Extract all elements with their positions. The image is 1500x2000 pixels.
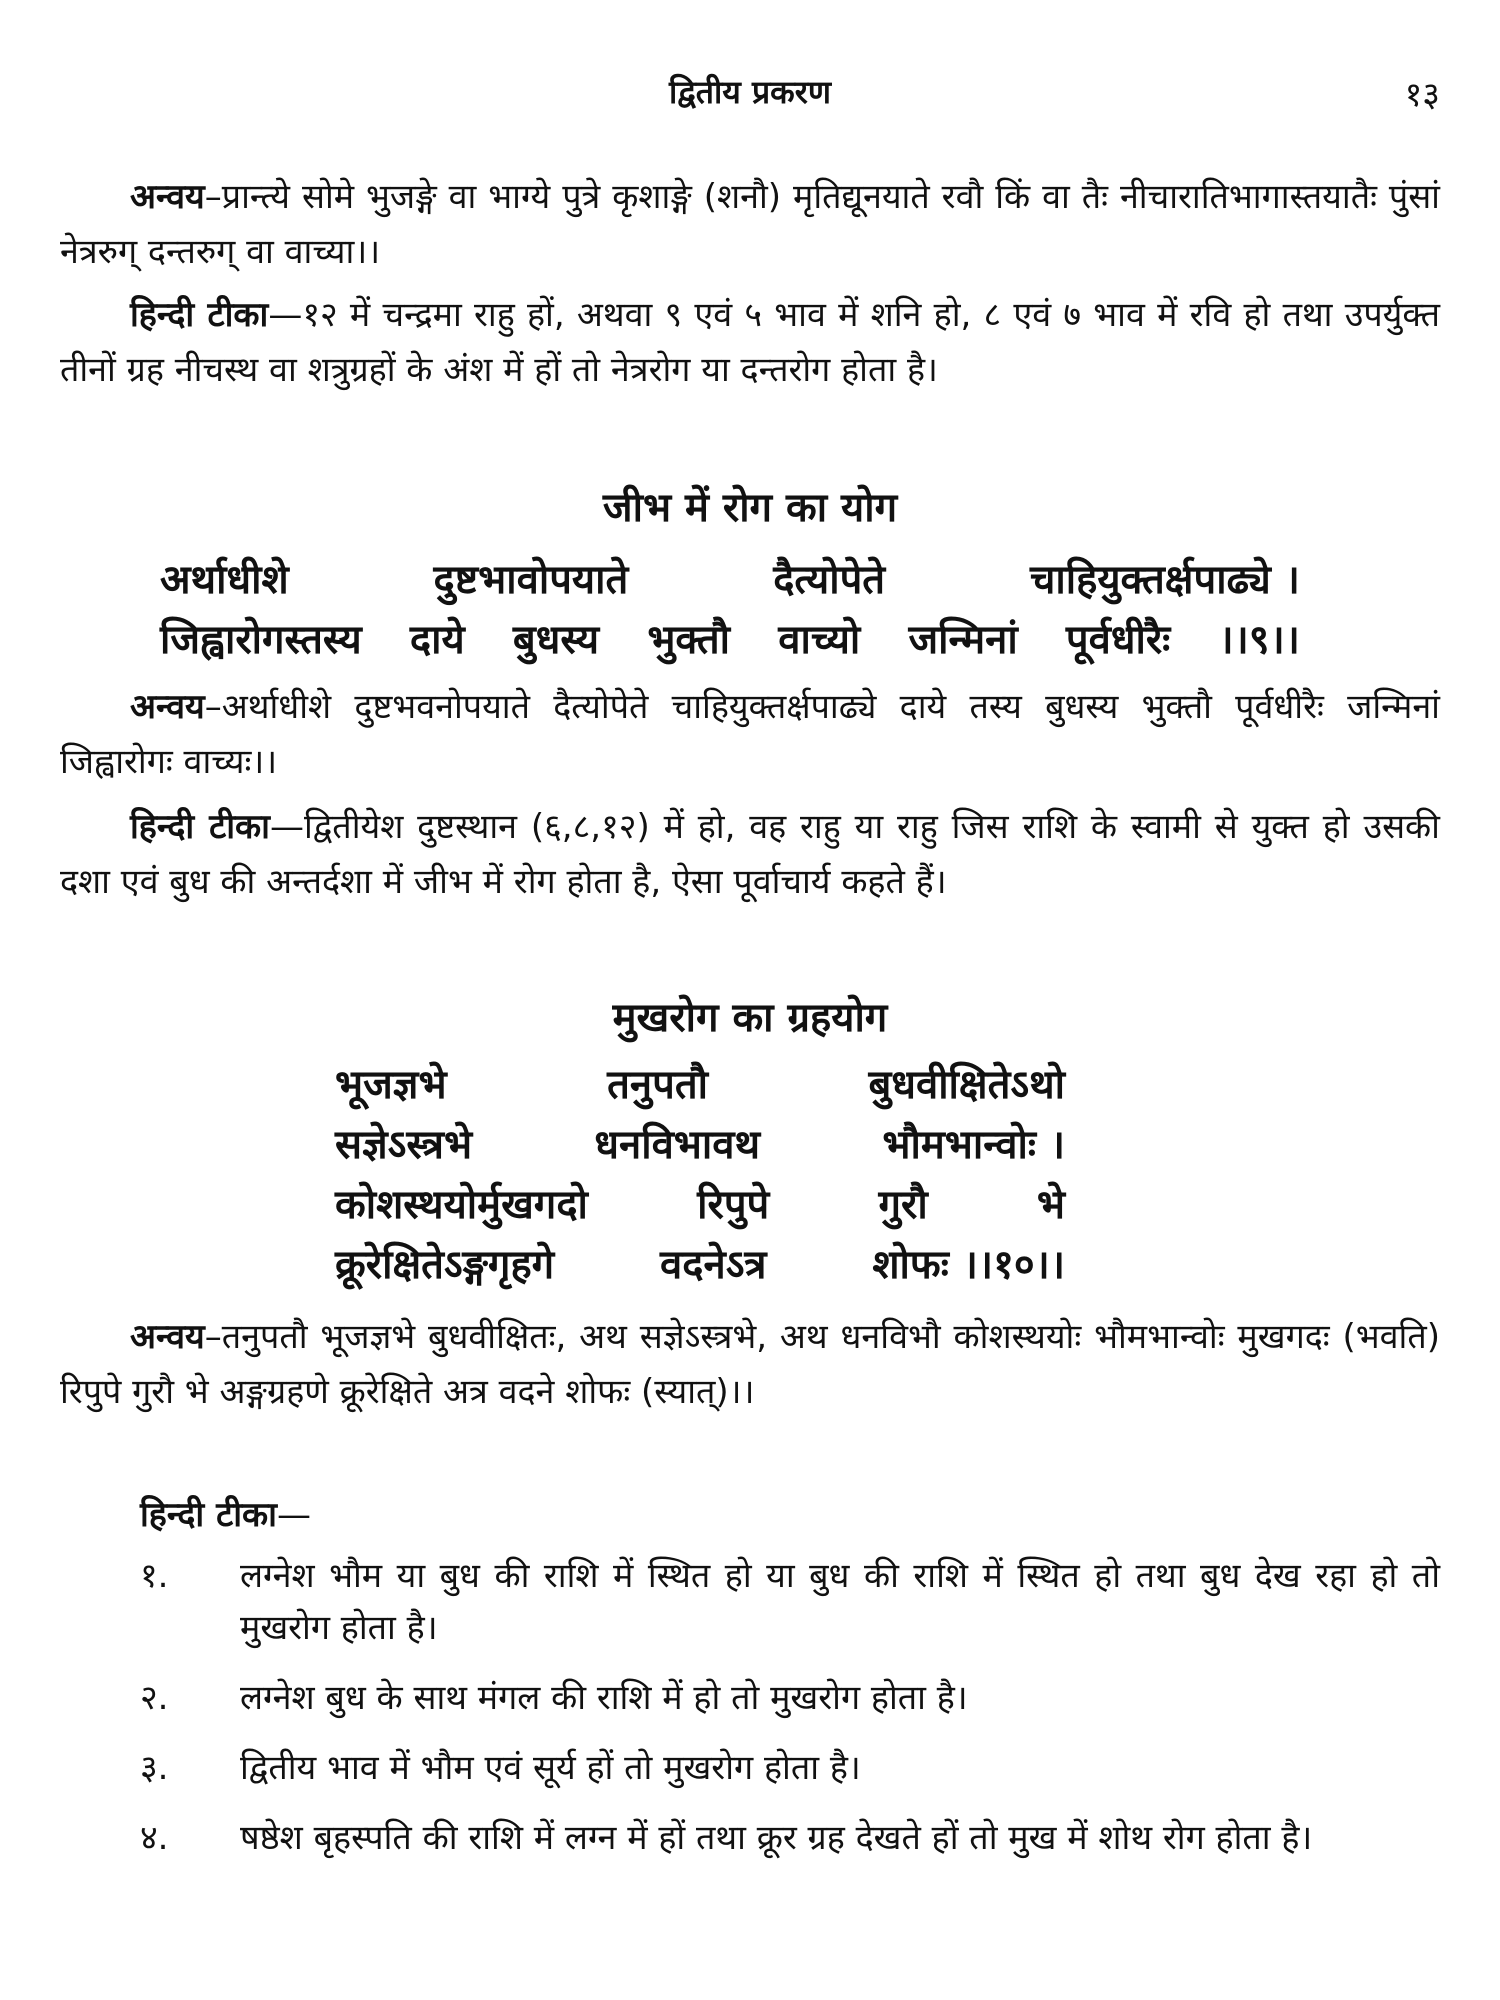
list-item [140,1672,1440,1724]
list-item-text: लग्नेश बुध के साथ मंगल की राशि में हो तो मुखरोग होता है। [240,1678,968,1718]
list-item-number: ४. [140,1818,169,1858]
list-item-number: ३. [140,1748,169,1788]
list-item [140,1550,1440,1654]
list-item-text: षष्ठेश बृहस्पति की राशि में लग्न में हों तथा क्रूर ग्रह देखते हों तो मुख में शोथ रोग होता है। [240,1818,1313,1858]
verse-word: चाहियुक्तर्क्षपाढ्ये । [1030,557,1300,603]
verse-10 [335,1055,1065,1295]
verse-word: गुरौ [878,1182,928,1228]
anvaya-label: अन्वय [130,1317,205,1357]
verse-word: भुक्तौ [647,617,731,663]
hindi-tika-heading-3 [140,1488,1440,1543]
verse-word: जिह्वारोगस्तस्य [160,617,362,663]
tika-label: हिन्दी टीका [130,295,269,335]
section-heading-mouth: मुखरोग का ग्रहयोग [612,995,888,1041]
anvaya-text: –प्रान्त्ये सोमे भुजङ्गे वा भाग्ये पुत्रे कृशाङ्गे (शनौ) मृतिद्यूनयाते रवौ किं वा तैः नीचारातिभागास्तयातैः पुंसां नेत्ररुग् दन्तरुग् वा वाच्या।। [60,177,1440,272]
verse-word: बुधवीक्षितेऽथो [868,1062,1065,1108]
list-item-text: द्वितीय भाव में भौम एवं सूर्य हों तो मुखरोग होता है। [240,1748,861,1788]
verse-word: दैत्योपेते [773,557,886,603]
verse-word: भूजज्ञभे [335,1062,447,1108]
tika-label: हिन्दी टीका [130,807,270,847]
verse-word: शोफः ।।१०।। [872,1242,1065,1288]
verse-word: वदनेऽत्र [660,1242,767,1288]
running-header [0,70,1500,120]
list-item-number: २. [140,1678,169,1718]
section-heading-tongue: जीभ में रोग का योग [602,485,898,531]
verse-word: पूर्वधीरैः [1065,617,1171,663]
tika-label: हिन्दी टीका [140,1495,277,1535]
list-item [140,1742,1440,1794]
verse-line [335,1055,1065,1115]
verse-word: सज्ञेऽस्त्रभे [335,1122,473,1168]
page-number: १३ [1404,75,1440,115]
tika-dash: — [276,1495,311,1535]
mouth-disease-list [140,1550,1440,1882]
tika-text: —१२ में चन्द्रमा राहु हों, अथवा ९ एवं ५ भाव में शनि हो, ८ एवं ७ भाव में रवि हो तथा उपर्युक्त तीनों ग्रह नीचस्थ वा शत्रुग्रहों के अंश में हों तो नेत्ररोग या दन्तरोग होता है। [60,295,1440,390]
verse-word: वाच्यो [778,617,861,663]
verse-word: रिपुपे [697,1182,770,1228]
verse-word: क्रूरेक्षितेऽङ्गगृहगे [335,1242,555,1288]
verse-9 [160,550,1300,670]
verse-word: जन्मिनां [908,617,1018,663]
verse-line [335,1115,1065,1175]
verse-number: ।।९।। [1218,617,1300,663]
anvaya-paragraph-3 [60,1310,1440,1420]
chapter-title: द्वितीय प्रकरण [669,73,831,111]
verse-word: दुष्टभावोपयाते [433,557,629,603]
hindi-tika-paragraph-1 [60,288,1440,398]
hindi-tika-paragraph-2 [60,800,1440,910]
verse-line [160,610,1300,670]
verse-word: अर्थाधीशे [160,557,289,603]
verse-word: दाये [409,617,465,663]
verse-line [335,1235,1065,1295]
verse-word: भौमभान्वोः । [882,1122,1065,1168]
anvaya-label: अन्वय [130,177,205,217]
anvaya-text: –अर्थाधीशे दुष्टभवनोपयाते दैत्योपेते चाहियुक्तर्क्षपाढ्ये दाये तस्य बुधस्य भुक्तौ पूर्वधीरैः जन्मिनां जिह्वारोगः वाच्यः।। [60,687,1440,782]
verse-word: धनविभावथ [594,1122,761,1168]
verse-word: तनुपतौ [607,1062,708,1108]
list-item-number: १. [140,1556,169,1596]
anvaya-paragraph-2 [60,680,1440,790]
verse-line [335,1175,1065,1235]
list-item-text: लग्नेश भौम या बुध की राशि में स्थित हो या बुध की राशि में स्थित हो तथा बुध देख रहा हो तो मुखरोग होता है। [240,1556,1440,1648]
verse-word: कोशस्थयोर्मुखगदो [335,1182,588,1228]
tika-text: —द्वितीयेश दुष्टस्थान (६,८,१२) में हो, वह राहु या राहु जिस राशि के स्वामी से युक्त हो उसकी दशा एवं बुध की अन्तर्दशा में जीभ में रोग होता है, ऐसा पूर्वाचार्य कहते हैं। [60,807,1440,902]
anvaya-text: –तनुपतौ भूजज्ञभे बुधवीक्षितः, अथ सज्ञेऽस्त्रभे, अथ धनविभौ कोशस्थयोः भौमभान्वोः मुखगदः (भवति) रिपुपे गुरौ भे अङ्गग्रहणे क्रूरेक्षिते अत्र वदने शोफः (स्यात्)।। [60,1317,1440,1412]
anvaya-paragraph-1 [60,170,1440,280]
verse-word: बुधस्य [512,617,600,663]
list-item [140,1812,1440,1864]
verse-line [160,550,1300,610]
verse-word: भे [1036,1182,1065,1228]
anvaya-label: अन्वय [130,687,205,727]
